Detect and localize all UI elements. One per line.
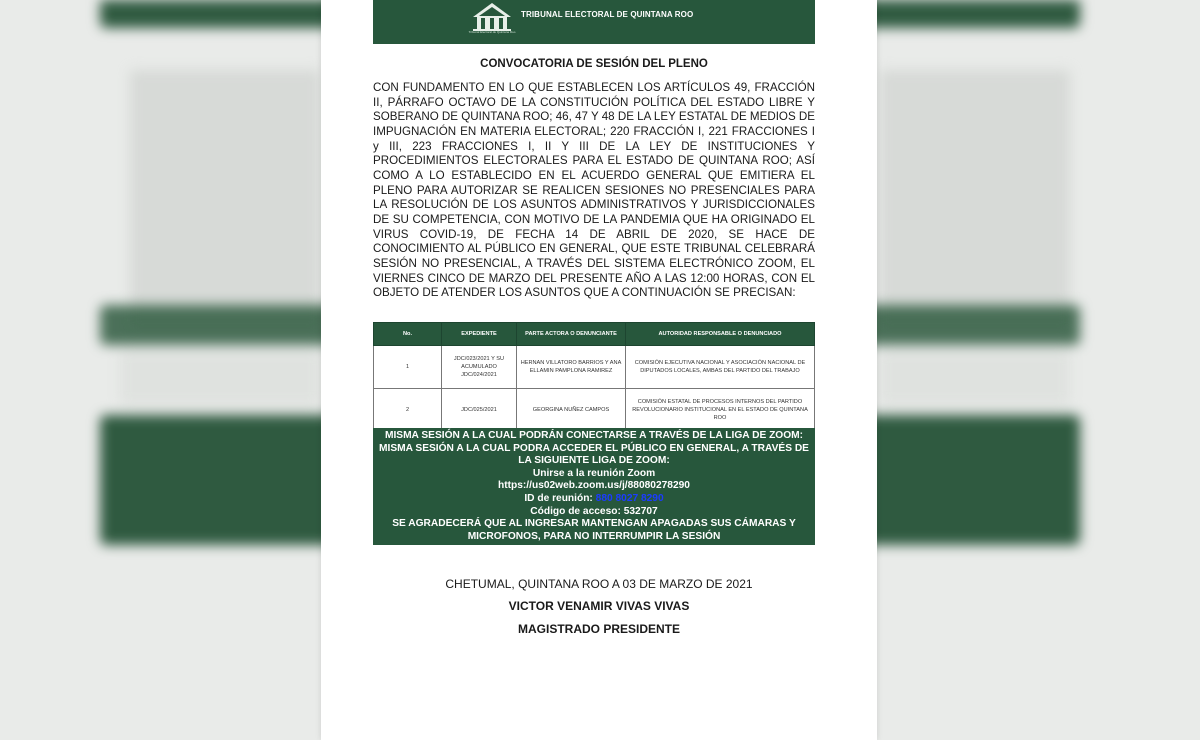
zoom-info-box	[373, 428, 815, 545]
table-row	[374, 346, 815, 389]
zoom-access-code: Código de acceso: 532707	[530, 505, 658, 517]
document-title: CONVOCATORIA DE SESIÓN DEL PLENO	[480, 58, 708, 70]
cell-expediente: JDC/023/2021 Y SU ACUMULADO JDC/024/2021	[442, 346, 517, 389]
zoom-link[interactable]: https://us02web.zoom.us/j/88080278290	[498, 480, 690, 492]
tribunal-logo-icon	[467, 0, 517, 44]
document-header	[373, 0, 815, 44]
place-date: CHETUMAL, QUINTANA ROO A 03 DE MARZO DE 2021	[445, 577, 753, 591]
col-header-no: No.	[374, 323, 442, 346]
col-header-expediente: EXPEDIENTE	[442, 323, 517, 346]
table-header-row	[374, 323, 815, 346]
table-row	[374, 389, 815, 431]
cell-expediente: JDC/025/2021	[442, 389, 517, 431]
document-page	[321, 0, 877, 740]
zoom-id-value[interactable]: 880 8027 8290	[595, 492, 664, 504]
zoom-meeting-id	[373, 493, 815, 506]
zoom-join-label: Unirse a la reunión Zoom	[532, 467, 656, 479]
cell-no: 1	[374, 346, 442, 389]
signatory-role: MAGISTRADO PRESIDENTE	[517, 622, 680, 636]
col-header-authority: AUTORIDAD RESPONSABLE O DENUNCIADO	[626, 323, 815, 346]
col-header-actor: PARTE ACTORA O DENUNCIANTE	[517, 323, 626, 346]
zoom-notice: SE AGRADECERÁ QUE AL INGRESAR MANTENGAN APAGADAS SUS CÁMARAS Y MICROFONOS, PARA NO INTERRUMPIR LA SESIÓN	[392, 518, 796, 542]
zoom-line-2: MISMA SESIÓN A LA CUAL PODRA ACCEDER EL PÚBLICO EN GENERAL, A TRAVÉS DE LA SIGUIENTE LIGA DE ZOOM:	[379, 442, 809, 467]
cell-no: 2	[374, 389, 442, 431]
logo-caption: Tribunal Electoral de Quintana Roo	[468, 30, 516, 34]
signatory-name: VICTOR VENAMIR VIVAS VIVAS	[508, 599, 690, 613]
cell-actor: HERNAN VILLATORO BARRIOS Y ANA ELLAMIN PAMPLONA RAMIREZ	[517, 346, 626, 389]
zoom-id-label: ID de reunión:	[524, 492, 593, 504]
zoom-line-1: MISMA SESIÓN A LA CUAL PODRÁN CONECTARSE A TRAVÉS DE LA LIGA DE ZOOM:	[384, 430, 804, 441]
org-title: TRIBUNAL ELECTORAL DE QUINTANA ROO	[521, 10, 694, 19]
cell-authority: COMISIÓN EJECUTIVA NACIONAL Y ASOCIACIÓN NACIONAL DE DIPUTADOS LOCALES, AMBAS DEL PARTIDO DEL TRABAJO	[626, 346, 815, 389]
document-body: CON FUNDAMENTO EN LO QUE ESTABLECEN LOS ARTÍCULOS 49, FRACCIÓN II, PÁRRAFO OCTAVO DE LA CONSTITUCIÓN POLÍTICA DEL ESTADO LIBRE Y SOBERANO DE QUINTANA ROO; 46, 47 Y 48 DE LA LEY ESTATAL DE MEDIOS DE IMPUGNACIÓN EN MATERIA ELECTORAL; 220 FRACCIÓN I, 221 FRACCIONES I y III, 223 FRACCIONES I, II Y III DE LA LEY DE INSTITUCIONES Y PROCEDIMIENTOS ELECTORALES PARA EL ESTADO DE QUINTANA ROO; ASÍ COMO A LO ESTABLECIDO EN EL ACUERDO GENERAL QUE EMITIERA EL PLENO PARA AUTORIZAR SE REALICEN SESIONES NO PRESENCIALES PARA LA RESOLUCIÓN DE LOS ASUNTOS ADMINISTRATIVOS Y JURISDICCIONALES DE SU COMPETENCIA, CON MOTIVO DE LA PANDEMIA QUE HA ORIGINADO EL VIRUS COVID-19, DE FECHA 14 DE ABRIL DE 2020, SE HACE DE CONOCIMIENTO AL PÚBLICO EN GENERAL, QUE ESTE TRIBUNAL CELEBRARÁ SESIÓN NO PRESENCIAL, A TRAVÉS DEL SISTEMA ELECTRÓNICO ZOOM, EL VIERNES CINCO DE MARZO DEL PRESENTE AÑO A LAS 12:00 HORAS, CON EL OBJETO DE ATENDER LOS ASUNTOS QUE A CONTINUACIÓN SE PRECISAN:	[373, 81, 815, 300]
cell-authority: COMISIÓN ESTATAL DE PROCESOS INTERNOS DEL PARTIDO REVOLUCIONARIO INSTITUCIONAL EN EL ESTADO DE QUINTANA ROO	[626, 389, 815, 431]
cell-actor: GEORGINA NUÑEZ CAMPOS	[517, 389, 626, 431]
cases-table	[373, 322, 815, 431]
